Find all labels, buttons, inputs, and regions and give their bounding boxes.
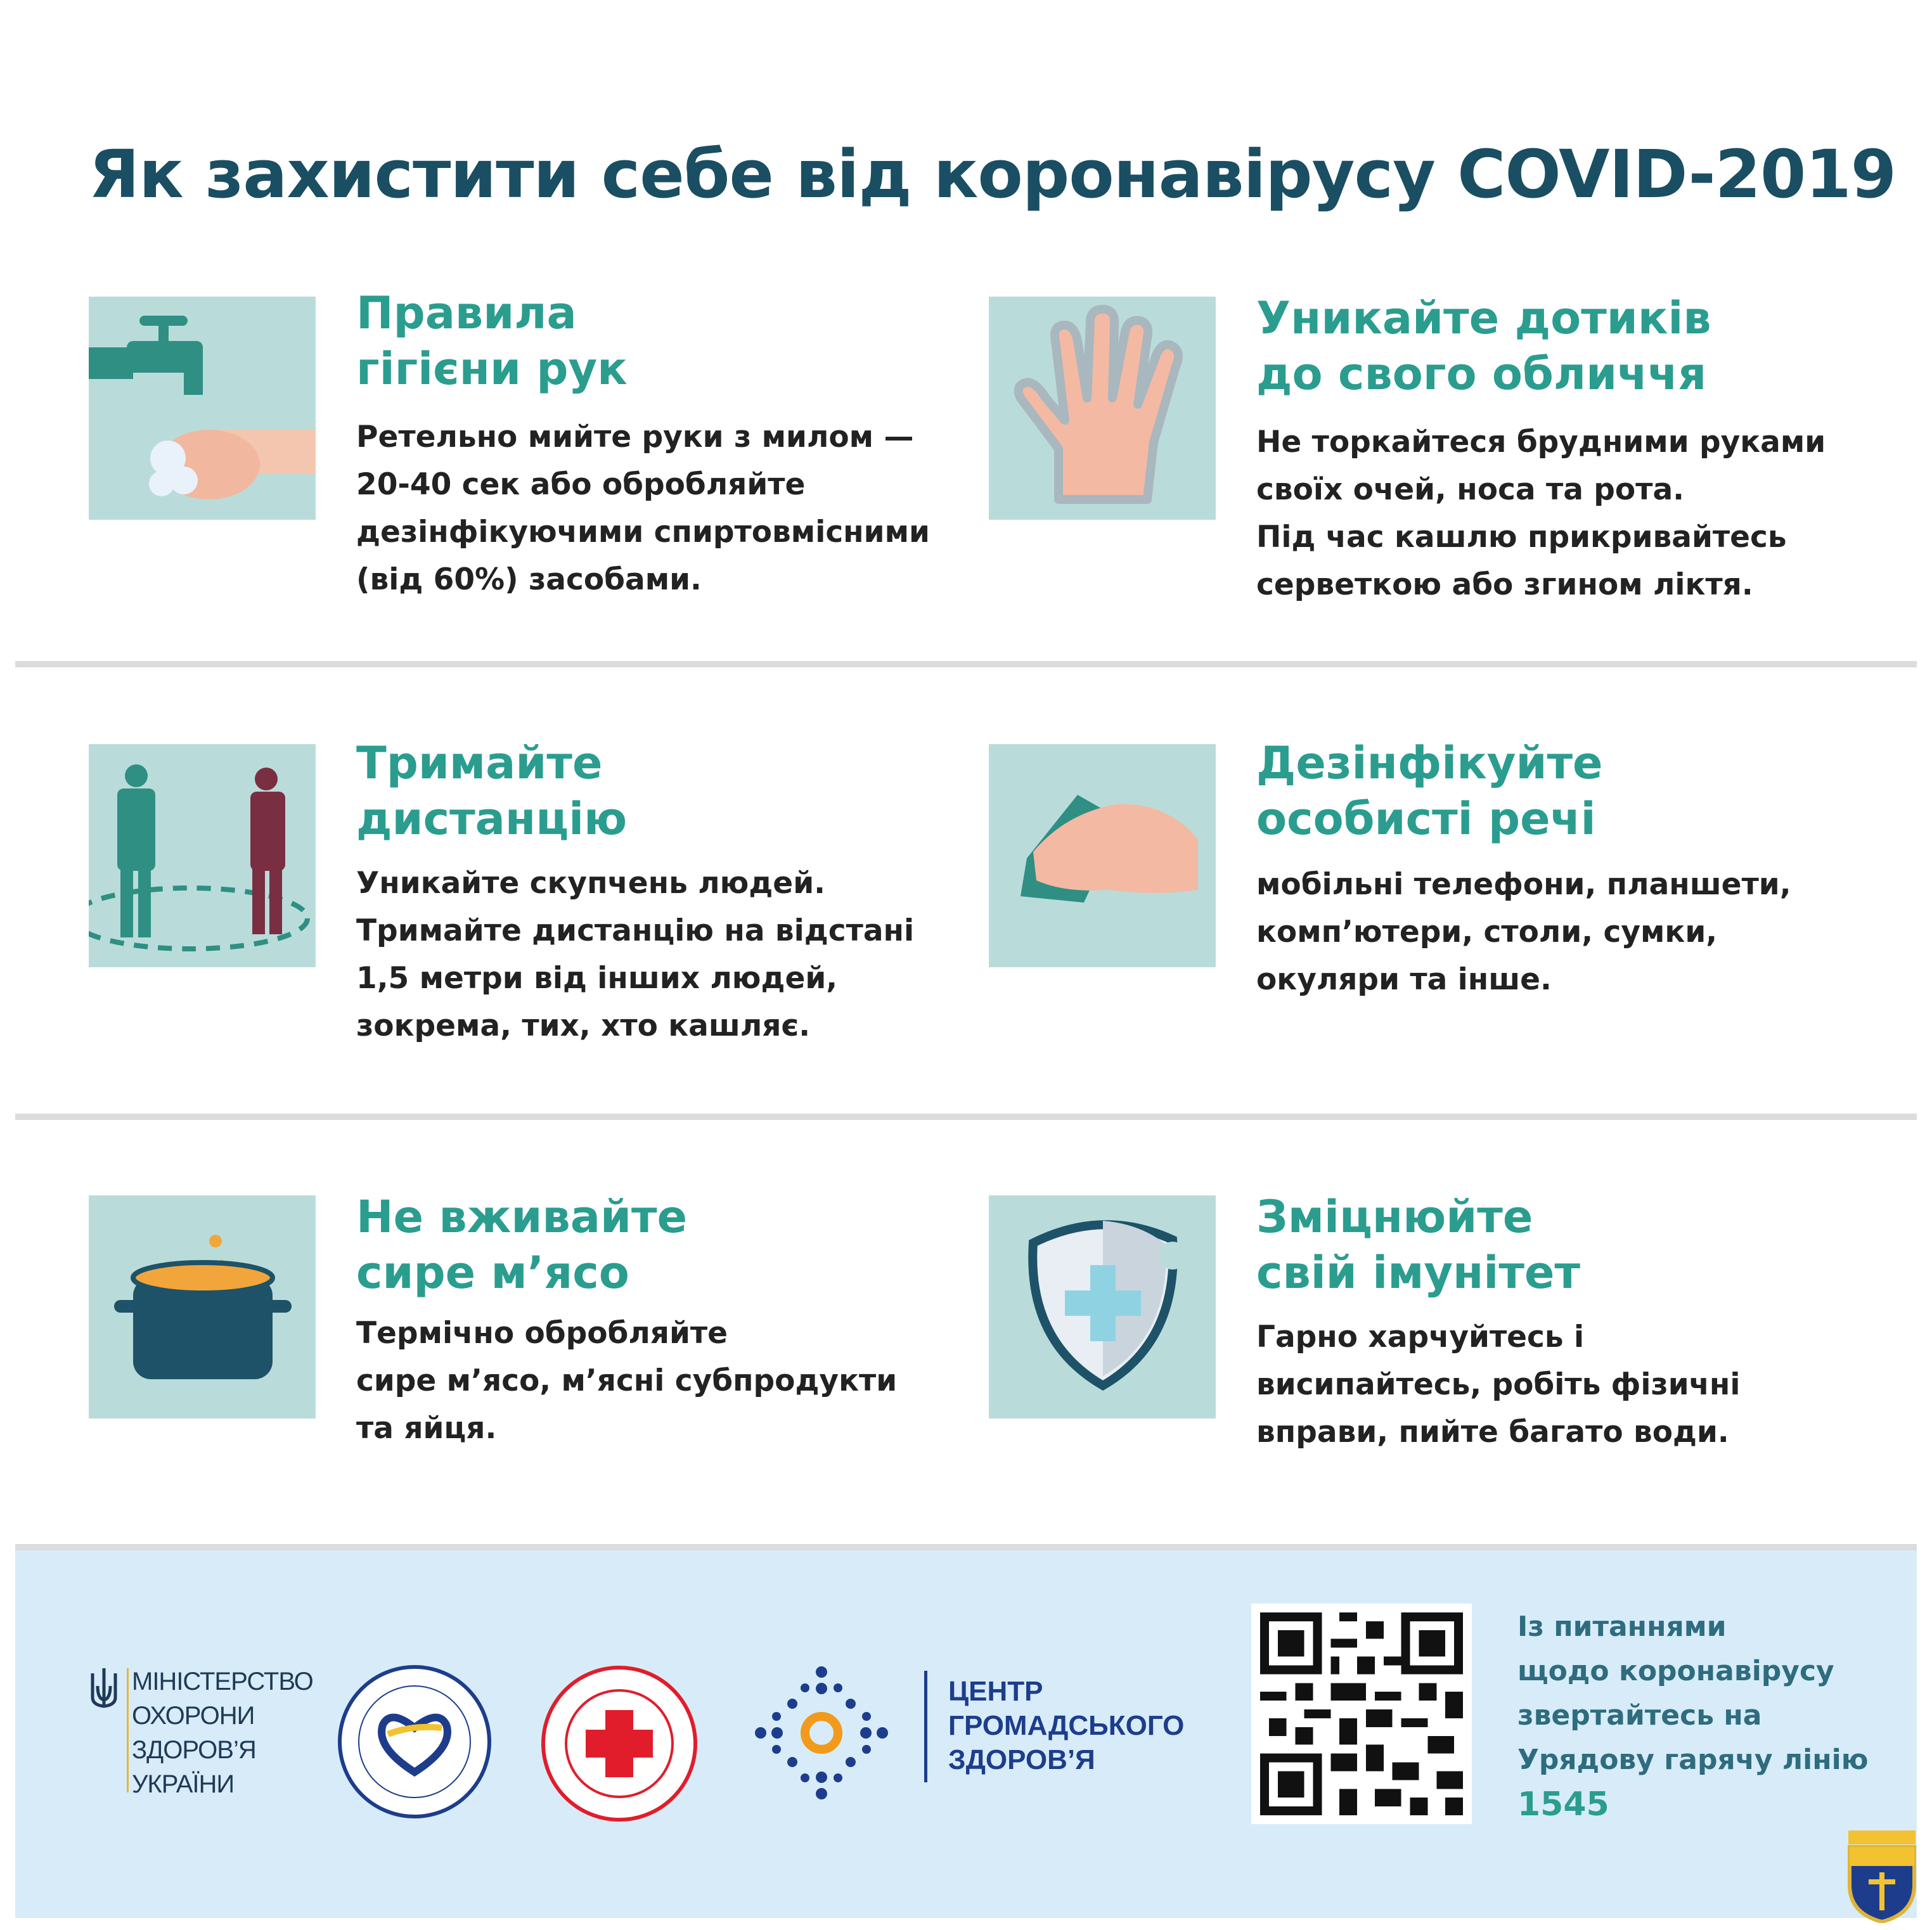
card-heading: Тримайте дистанцію bbox=[356, 737, 628, 845]
shield-icon bbox=[989, 1195, 1216, 1419]
card-body: Ретельно мийте руки з милом — 20-40 сек або обробляйте дезінфікуючими спиртовмісними (від 60%) засобами. bbox=[356, 420, 930, 597]
public-health-center-text: ЦЕНТР ГРОМАДСЬКОГО ЗДОРОВ’Я bbox=[948, 1676, 1185, 1775]
page-title: Як захистити себе від коронавірусу COVID-2019 bbox=[89, 136, 1897, 213]
card-body: Термічно обробляйте сире м’ясо, м’ясні субпродукти та яйця. bbox=[356, 1316, 898, 1446]
ministry-logo-bar bbox=[127, 1668, 129, 1792]
public-health-center-logo bbox=[748, 1659, 895, 1806]
card-body: мобільні телефони, планшети, комп’ютери, столи, сумки, окуляри та інше. bbox=[1256, 867, 1791, 997]
cooking-pot-icon bbox=[89, 1195, 316, 1419]
card-body: Не торкайтеся брудними руками своїх очей, носа та рота. Під час кашлю прикривайтесь серветкою або згином ліктя. bbox=[1256, 425, 1826, 602]
city-emblem-icon bbox=[1843, 1828, 1921, 1923]
qr-code[interactable] bbox=[1251, 1604, 1472, 1824]
people-distance-icon bbox=[89, 744, 316, 967]
red-cross-logo bbox=[540, 1664, 699, 1823]
public-health-center-bar bbox=[924, 1671, 927, 1782]
card-heading: Не вживайте сире м’ясо bbox=[356, 1191, 688, 1299]
card-heading: Уникайте дотиків до свого обличчя bbox=[1256, 292, 1711, 400]
faucet-hands-icon bbox=[89, 297, 316, 520]
card-body: Уникайте скупчень людей. Тримайте дистанцію на відстані 1,5 метри від інших людей, зокрема, тих, хто кашляє. bbox=[356, 866, 915, 1043]
hand-icon bbox=[989, 297, 1216, 520]
card-body: Гарно харчуйтесь і висипайтесь, робіть фізичні вправи, пийте багато води. bbox=[1256, 1320, 1741, 1450]
card-heading: Правила гігієни рук bbox=[356, 287, 628, 395]
hand-wiping-icon bbox=[989, 744, 1216, 967]
divider bbox=[15, 661, 1917, 667]
volunteer-logo bbox=[337, 1664, 492, 1819]
card-heading: Дезінфікуйте особисті речі bbox=[1256, 737, 1603, 845]
card-heading: Зміцнюйте свій імунітет bbox=[1256, 1191, 1581, 1299]
trident-icon bbox=[90, 1667, 118, 1711]
hotline-info: Із питаннями щодо коронавірусу звертайтесь на Урядову гарячу лінію 1545 bbox=[1517, 1605, 1868, 1827]
ministry-logo-text: МІНІСТЕРСТВО ОХОРОНИ ЗДОРОВ’Я УКРАЇНИ bbox=[132, 1668, 313, 1798]
divider bbox=[15, 1114, 1917, 1120]
hotline-number[interactable]: 1545 bbox=[1517, 1785, 1609, 1824]
footer-divider bbox=[15, 1544, 1917, 1550]
